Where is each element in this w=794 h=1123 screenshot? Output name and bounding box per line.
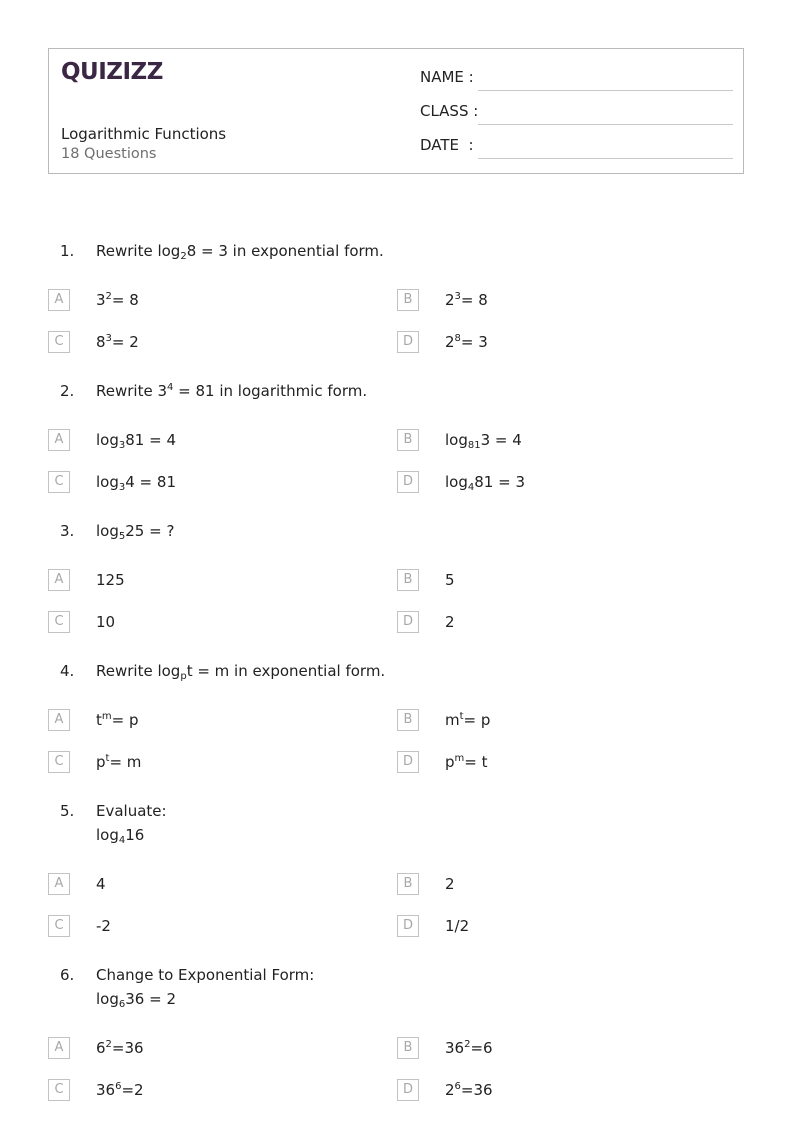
question-number: 1.	[60, 242, 75, 260]
option-a-text: $\log_381 = 4$	[96, 431, 176, 451]
option-b-text: $2^3= 8$	[445, 291, 488, 309]
option-a-box[interactable]: A	[48, 289, 70, 311]
option-a-text: $6^2=36$	[96, 1039, 144, 1057]
option-c-text: 10	[96, 613, 116, 631]
worksheet-title: Logarithmic Functions	[61, 125, 227, 143]
option-a-box[interactable]: A	[48, 1037, 70, 1059]
option-b-text: 5	[445, 571, 455, 589]
option-d-text: $\log_481 = 3$	[445, 473, 525, 493]
name-field	[420, 68, 733, 92]
name-line	[478, 90, 733, 91]
date-label: DATE :	[420, 136, 474, 154]
question-number: 3.	[60, 522, 75, 540]
option-c-text: $p^t= m$	[96, 753, 142, 771]
option-d-text: $2^8= 3$	[445, 333, 488, 351]
question-text: Rewrite $3^4 = 81$ in logarithmic form.	[96, 382, 368, 400]
option-d-box[interactable]: D	[397, 471, 419, 493]
option-a-box[interactable]: A	[48, 429, 70, 451]
option-c-text: -2	[96, 917, 111, 935]
option-b-box[interactable]: B	[397, 429, 419, 451]
option-d-box[interactable]: D	[397, 611, 419, 633]
question-number: 5.	[60, 802, 75, 820]
class-field	[420, 102, 733, 126]
option-b-box[interactable]: B	[397, 289, 419, 311]
option-b-text: $36^2=6$	[445, 1039, 493, 1057]
option-a-box[interactable]: A	[48, 709, 70, 731]
option-d-box[interactable]: D	[397, 1079, 419, 1101]
option-c-box[interactable]: C	[48, 915, 70, 937]
question-number: 4.	[60, 662, 75, 680]
option-c-text: $8^3= 2$	[96, 333, 139, 351]
question-text: Rewrite $\log_pt = m$ in exponential form.	[96, 662, 386, 682]
question-number: 2.	[60, 382, 75, 400]
option-c-box[interactable]: C	[48, 331, 70, 353]
option-c-box[interactable]: C	[48, 1079, 70, 1101]
question-text: Change to Exponential Form: $\log_636 = 2$	[96, 966, 315, 1010]
option-d-box[interactable]: D	[397, 331, 419, 353]
option-b-box[interactable]: B	[397, 569, 419, 591]
option-d-box[interactable]: D	[397, 915, 419, 937]
option-c-text: $\log_34 = 81$	[96, 473, 176, 493]
option-a-box[interactable]: A	[48, 569, 70, 591]
quizizz-logo: QUIZIZZ	[61, 59, 163, 85]
option-d-box[interactable]: D	[397, 751, 419, 773]
question-count: 18 Questions	[61, 146, 157, 162]
option-a-box[interactable]: A	[48, 873, 70, 895]
worksheet-header	[48, 48, 744, 174]
option-d-text: 2	[445, 613, 455, 631]
option-a-text: 125	[96, 571, 125, 589]
option-a-text: $3^2= 8$	[96, 291, 139, 309]
option-b-text: $\log_{81}3 = 4$	[445, 431, 522, 451]
option-a-text: $t^m= p$	[96, 711, 139, 729]
option-b-box[interactable]: B	[397, 873, 419, 895]
option-a-text: 4	[96, 875, 106, 893]
option-d-text: $2^6=36$	[445, 1081, 493, 1099]
class-line	[478, 124, 733, 125]
option-d-text: $p^m= t$	[445, 753, 488, 771]
question-text: Rewrite $\log_28 = 3$ in exponential form.	[96, 242, 384, 262]
option-c-box[interactable]: C	[48, 751, 70, 773]
date-line	[478, 158, 733, 159]
question-text: Evaluate: $\log_416$	[96, 802, 167, 846]
option-c-box[interactable]: C	[48, 471, 70, 493]
option-c-text: $36^6=2$	[96, 1081, 144, 1099]
option-c-box[interactable]: C	[48, 611, 70, 633]
class-label: CLASS :	[420, 102, 479, 120]
question-number: 6.	[60, 966, 75, 984]
option-b-text: $m^t= p$	[445, 711, 491, 729]
name-label: NAME :	[420, 68, 474, 86]
option-b-box[interactable]: B	[397, 1037, 419, 1059]
option-b-text: 2	[445, 875, 455, 893]
option-d-text: 1/2	[445, 917, 470, 935]
date-field	[420, 136, 733, 160]
question-text: $\log_525$ = ?	[96, 522, 175, 542]
option-b-box[interactable]: B	[397, 709, 419, 731]
